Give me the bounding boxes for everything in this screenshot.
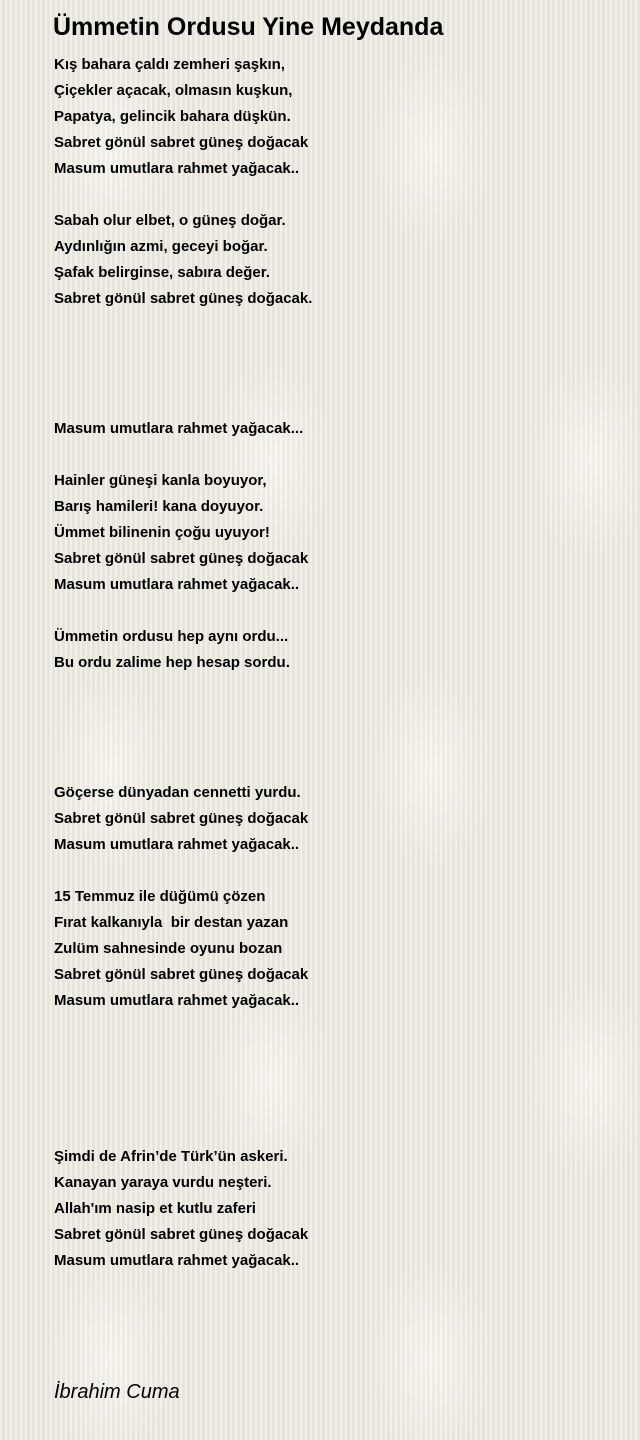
poem-line: Papatya, gelincik bahara düşkün. [54, 108, 291, 125]
poem-line: Sabret gönül sabret güneş doğacak [54, 550, 309, 567]
poem-line: Masum umutlara rahmet yağacak... [54, 420, 304, 437]
poem-blank-line [54, 1092, 312, 1118]
poem-line: Sabah olur elbet, o güneş doğar. [54, 212, 286, 229]
poem-line: Masum umutlara rahmet yağacak.. [54, 1252, 300, 1269]
poem-line: Zulüm sahnesinde oyunu bozan [54, 940, 283, 957]
poem-line: Masum umutlara rahmet yağacak.. [54, 160, 300, 177]
poem-line: 15 Temmuz ile düğümü çözen [54, 888, 266, 905]
poem-blank-line [54, 676, 312, 702]
poem-body [54, 52, 312, 1274]
poem-blank-line [54, 338, 312, 364]
poem-line: Kanayan yaraya vurdu neşteri. [54, 1174, 272, 1191]
poem-line: Barış hamileri! kana doyuyor. [54, 498, 264, 515]
poem-blank-line [54, 702, 312, 728]
poem-blank-line [54, 1066, 312, 1092]
poem-line: Masum umutlara rahmet yağacak.. [54, 836, 300, 853]
poem-blank-line [54, 182, 312, 208]
poem-line: Şimdi de Afrin’de Türk’ün askeri. [54, 1148, 288, 1165]
poem-line: Sabret gönül sabret güneş doğacak [54, 134, 309, 151]
poem-blank-line [54, 1118, 312, 1144]
poem-line: Ümmet bilinenin çoğu uyuyor! [54, 524, 270, 541]
poem-line: Sabret gönül sabret güneş doğacak. [54, 290, 313, 307]
poem-line: Fırat kalkanıyla bir destan yazan [54, 914, 289, 931]
poem-line: Göçerse dünyadan cennetti yurdu. [54, 784, 301, 801]
poem-line: Masum umutlara rahmet yağacak.. [54, 992, 300, 1009]
poem-line: Bu ordu zalime hep hesap sordu. [54, 654, 290, 671]
poem-blank-line [54, 1040, 312, 1066]
poem-blank-line [54, 728, 312, 754]
poem-line: Hainler güneşi kanla boyuyor, [54, 472, 267, 489]
poem-blank-line [54, 312, 312, 338]
poem-blank-line [54, 598, 312, 624]
poem-line: Aydınlığın azmi, geceyi boğar. [54, 238, 268, 255]
poem-blank-line [54, 1014, 312, 1040]
poem-line: Şafak belirginse, sabıra değer. [54, 264, 270, 281]
poem-line: Sabret gönül sabret güneş doğacak [54, 966, 309, 983]
poem-line: Sabret gönül sabret güneş doğacak [54, 810, 309, 827]
poem-author: İbrahim Cuma [54, 1381, 180, 1403]
poem-line: Ümmetin ordusu hep aynı ordu... [54, 628, 289, 645]
poem-title: Ümmetin Ordusu Yine Meydanda [53, 13, 444, 41]
poem-blank-line [54, 364, 312, 390]
poem-line: Sabret gönül sabret güneş doğacak [54, 1226, 309, 1243]
poem-line: Masum umutlara rahmet yağacak.. [54, 576, 300, 593]
poem-blank-line [54, 390, 312, 416]
poem-blank-line [54, 442, 312, 468]
poem-blank-line [54, 754, 312, 780]
poem-line: Çiçekler açacak, olmasın kuşkun, [54, 82, 293, 99]
poem-line: Kış bahara çaldı zemheri şaşkın, [54, 56, 285, 73]
poem-blank-line [54, 858, 312, 884]
poem-line: Allah'ım nasip et kutlu zaferi [54, 1200, 256, 1217]
